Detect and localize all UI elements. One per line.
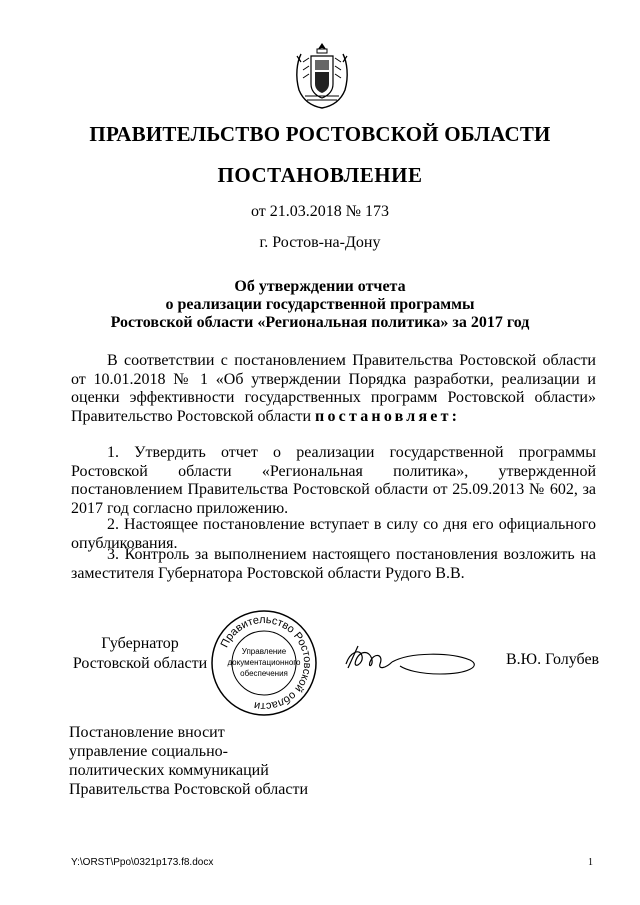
page-number: 1: [588, 857, 593, 868]
signer-name: В.Ю. Голубев: [506, 651, 600, 668]
decree-item: 3. Контроль за выполнением настоящего постановления возложить на заместителя Губернатора Ростовской области Рудого В.В.: [71, 546, 596, 582]
document-subject: [0, 278, 640, 332]
note-line: Правительства Ростовской области: [69, 781, 309, 798]
seal-outer-text: Правительство Ростовской области: [218, 613, 314, 713]
date-number: от 21.03.2018 № 173: [250, 203, 390, 220]
note-line: политических коммуникаций: [69, 762, 269, 779]
official-seal: [200, 607, 328, 719]
seal-inner-line: обеспечения: [240, 669, 288, 678]
subject-line: Ростовской области «Региональная политика» за 2017 год: [110, 314, 530, 331]
decree-item: 1. Утвердить отчет о реализации государственной программы Ростовской области «Региональная политика», утвержденной постановлением Правительства Ростовской области от 25.09.2013 № 602, за 2017 год согласно приложению.: [71, 444, 596, 517]
file-path: Y:\ORST\Ppo\0321p173.f8.docx: [71, 857, 214, 868]
preamble-paragraph: [71, 352, 596, 426]
seal-inner-line: документационного: [227, 658, 301, 667]
submitter-note: [69, 723, 308, 799]
role-line: Губернатор: [101, 635, 179, 652]
seal-inner-line: Управление: [241, 647, 287, 656]
subject-line: о реализации государственной программы: [165, 296, 475, 313]
government-title: ПРАВИТЕЛЬСТВО РОСТОВСКОЙ ОБЛАСТИ: [89, 122, 551, 146]
note-line: Постановление вносит: [69, 724, 225, 741]
signatory-role: [70, 634, 210, 674]
decree-word: постановляет:: [315, 407, 461, 425]
coat-of-arms-emblem: [291, 40, 353, 110]
document-type-title: ПОСТАНОВЛЕНИЕ: [217, 163, 423, 187]
decree-item: 2. Настоящее постановление вступает в силу со дня его официального опубликования.: [71, 516, 596, 552]
city: г. Ростов-на-Дону: [259, 234, 381, 251]
role-line: Ростовской области: [72, 655, 208, 672]
preamble-text: В соответствии с постановлением Правительства Ростовской области от 10.01.2018 № 1 «Об утверждении Порядка разработки, реализации и оценки эффективности государственных программ Ростовской области» Правительство Ростовской области: [71, 352, 596, 425]
note-line: управление социально-: [69, 743, 228, 760]
handwritten-signature: [340, 638, 490, 682]
subject-line: Об утверждении отчета: [234, 278, 406, 295]
